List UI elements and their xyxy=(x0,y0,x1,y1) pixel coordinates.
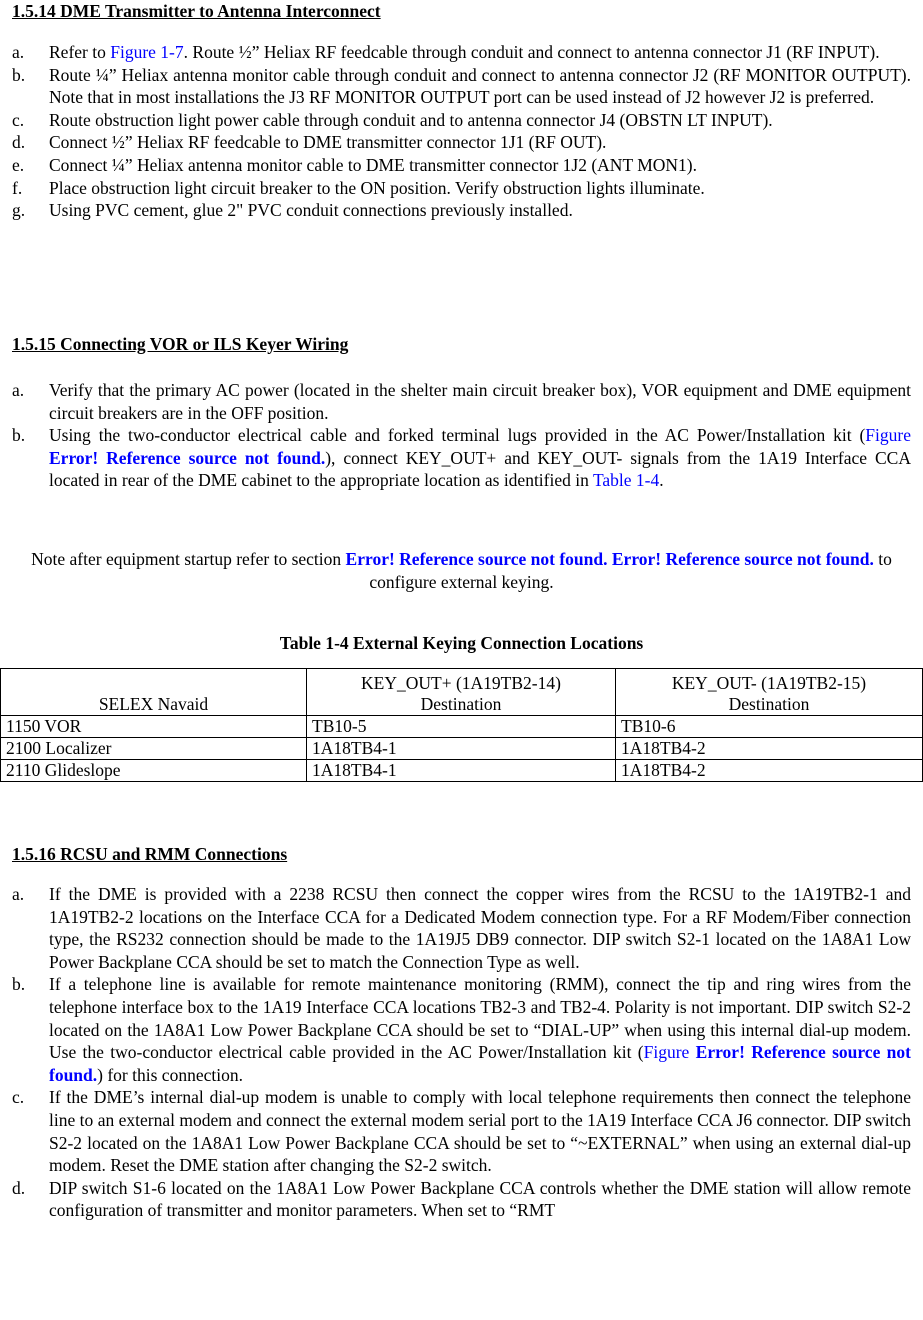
cross-reference-link[interactable]: Table 1-4 xyxy=(592,470,660,491)
list-item xyxy=(12,379,911,424)
item-text: Route obstruction light power cable through conduit and to antenna connector J4 (OBSTN LT INPUT). xyxy=(49,109,773,130)
list-item xyxy=(12,154,911,177)
list-marker: e. xyxy=(12,154,25,175)
external-keying-table xyxy=(0,668,923,782)
item-text: Connect ½” Heliax RF feedcable to DME transmitter connector 1J1 (RF OUT). xyxy=(49,132,607,153)
list-item xyxy=(12,64,911,109)
item-text: Verify that the primary AC power (located in the shelter main circuit breaker box), VOR equipment and DME equipment circuit breakers are in the OFF position. xyxy=(49,380,911,423)
cell-key-out-plus: 1A18TB4-1 xyxy=(307,760,616,782)
item-text: ), connect KEY_OUT+ and KEY_OUT- signals from the 1A19 Interface CCA located in rear of the DME cabinet to the appropriate location as identified in xyxy=(49,447,911,491)
header-navaid: SELEX Navaid xyxy=(1,669,307,716)
list-marker: c. xyxy=(12,109,25,130)
list-marker: a. xyxy=(12,42,25,62)
item-text: Refer to xyxy=(49,42,111,62)
item-text: If a telephone line is available for remote maintenance monitoring (RMM), connect the tip and ring wires from the telephone interface box to the 1A19 Interface CCA locations TB2-3 and TB2-4. Polarity is not important. DIP switch S2-2 located on the 1A8A1 Low Power Backplane CCA should be set to “DIAL-UP” when using this internal dial-up modem. Use the two-conductor electrical cable provided in the AC Power/Installation kit ( xyxy=(49,974,911,1063)
table-row xyxy=(1,760,923,782)
list-marker: d. xyxy=(12,132,26,153)
list-marker: d. xyxy=(12,1177,26,1198)
list-marker: f. xyxy=(12,177,23,198)
table-row xyxy=(1,738,923,760)
cell-key-out-plus: TB10-5 xyxy=(307,716,616,738)
item-text: . Route ½” Heliax RF feedcable through conduit and connect to antenna connector J1 (RF INPUT). xyxy=(183,42,880,62)
error-reference-link[interactable]: Error! Reference source not found. xyxy=(49,447,326,468)
list-marker: b. xyxy=(12,974,26,995)
list-item xyxy=(12,424,911,492)
item-text: If the DME is provided with a 2238 RCSU then connect the copper wires from the RCSU to the 1A19TB2-1 and 1A19TB2-2 locations on the Interface CCA for a Dedicated Modem connection type. For a RF Modem/Fiber connection type, the RS232 connection should be made to the 1A19J5 DB9 connector. DIP switch S2-1 located on the 1A8A1 Low Power Backplane CCA should be set to match the Connection Type as well. xyxy=(49,884,911,972)
note-error-reference[interactable]: Error! Reference source not found. Error! Reference source not found. xyxy=(345,549,874,569)
table-row xyxy=(1,716,923,738)
list-marker: g. xyxy=(12,200,26,221)
error-reference-link[interactable]: Error! Reference source not found. xyxy=(49,1042,911,1085)
item-text: DIP switch S1-6 located on the 1A8A1 Low Power Backplane CCA controls whether the DME station will allow remote configuration of transmitter and monitor parameters. When set to “RMT xyxy=(49,1177,911,1221)
list-item xyxy=(12,973,911,1086)
list-item xyxy=(12,109,911,132)
item-text: ) for this connection. xyxy=(97,1064,243,1085)
cell-key-out-minus: TB10-6 xyxy=(616,716,923,738)
item-text: Place obstruction light circuit breaker to the ON position. Verify obstruction lights illuminate. xyxy=(49,177,705,198)
list-item xyxy=(12,41,911,64)
item-text: If the DME’s internal dial-up modem is unable to comply with local telephone requirements then connect the telephone line to an external modem and connect the external modem serial port to the 1A19 Interface CCA J6 connector. DIP switch S2-2 located on the 1A8A1 Low Power Backplane CCA should be set to “~EXTERNAL” when using an external dial-up modem. Reset the DME station after changing the S2-2 switch. xyxy=(49,1087,911,1176)
cell-key-out-minus: 1A18TB4-2 xyxy=(616,738,923,760)
table-header-row xyxy=(1,669,923,716)
list-marker: c. xyxy=(12,1087,25,1108)
list-item xyxy=(12,1086,911,1176)
table-caption: Table 1-4 External Keying Connection Locations xyxy=(279,633,644,653)
section-heading-1-5-15: 1.5.15 Connecting VOR or ILS Keyer Wiring xyxy=(12,334,349,354)
list-item xyxy=(12,177,911,200)
list-1-5-14 xyxy=(12,41,911,222)
item-text: Route ¼” Heliax antenna monitor cable through conduit and connect to antenna connector J2 (RF MONITOR OUTPUT). Note that in most installations the J3 RF MONITOR OUTPUT port can be used instead of J2 however J2 is preferred. xyxy=(49,64,911,108)
section-heading-1-5-16: 1.5.16 RCSU and RMM Connections xyxy=(12,844,288,864)
cell-key-out-minus: 1A18TB4-2 xyxy=(616,760,923,782)
cell-key-out-plus: 1A18TB4-1 xyxy=(307,738,616,760)
cross-reference-link[interactable]: Figure xyxy=(643,1042,696,1063)
list-item xyxy=(12,199,911,222)
item-text: . xyxy=(659,470,664,491)
note-prefix: Note after equipment startup refer to section xyxy=(31,549,346,569)
cell-navaid: 2100 Localizer xyxy=(1,738,307,760)
note-paragraph xyxy=(12,548,911,593)
item-text: Connect ¼” Heliax antenna monitor cable to DME transmitter connector 1J2 (ANT MON1). xyxy=(49,154,697,175)
list-1-5-16 xyxy=(12,883,911,1222)
list-1-5-15 xyxy=(12,379,911,492)
list-item xyxy=(12,883,911,973)
list-item xyxy=(12,131,911,154)
item-text: Using PVC cement, glue 2" PVC conduit connections previously installed. xyxy=(49,200,573,221)
item-text: Using the two-conductor electrical cable and forked terminal lugs provided in the AC Power/Installation kit ( xyxy=(49,425,866,446)
list-marker: b. xyxy=(12,425,26,446)
header-key-out-plus: KEY_OUT+ (1A19TB2-14) Destination xyxy=(307,669,616,716)
list-marker: a. xyxy=(12,884,25,904)
section-heading-1-5-14: 1.5.14 DME Transmitter to Antenna Interconnect xyxy=(12,1,381,21)
list-marker: a. xyxy=(12,380,25,400)
note-suffix: to configure external keying. xyxy=(369,549,892,592)
list-item xyxy=(12,1177,911,1222)
cross-reference-link[interactable]: Figure xyxy=(865,425,911,446)
cell-navaid: 2110 Glideslope xyxy=(1,760,307,782)
list-marker: b. xyxy=(12,64,26,85)
cell-navaid: 1150 VOR xyxy=(1,716,307,738)
header-key-out-minus: KEY_OUT- (1A19TB2-15) Destination xyxy=(616,669,923,716)
cross-reference-link[interactable]: Figure 1-7 xyxy=(110,42,184,62)
